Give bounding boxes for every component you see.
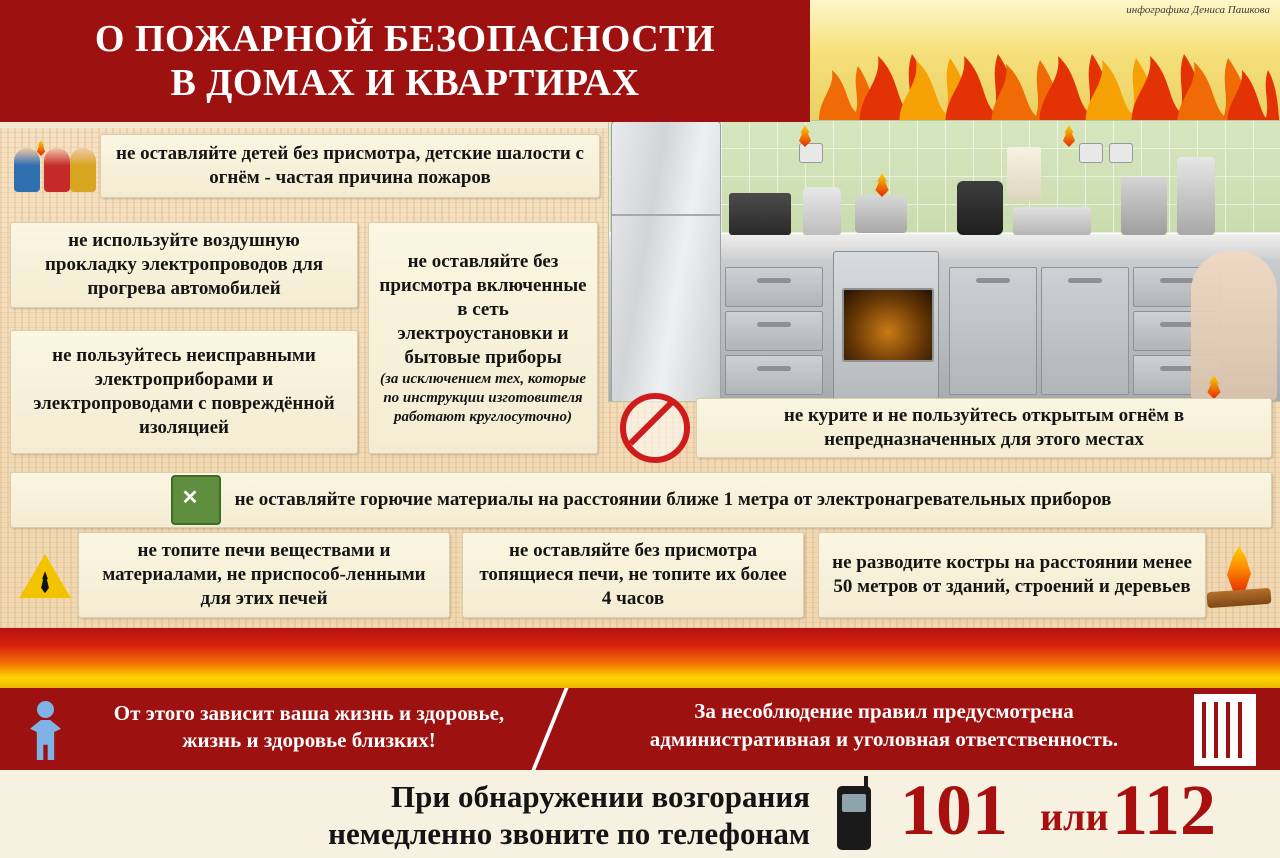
- tip-stove-fuel: не топите печи веществами и материалами, не приспособ-ленными для этих печей: [78, 532, 450, 618]
- blender: [1177, 157, 1215, 235]
- cooking-pot: [855, 195, 907, 233]
- tip-flammable-text: не оставляйте горючие материалы на расстоянии ближе 1 метра от электронагревательных приборов: [234, 489, 1112, 510]
- toaster: [1121, 177, 1167, 235]
- tip-no-smoking: не курите и не пользуйтесь открытым огнём в непредназначенных для этого местах: [696, 398, 1272, 458]
- stove: [833, 251, 939, 402]
- bottom-right-line1: За несоблюдение правил предусмотрена: [694, 699, 1074, 723]
- cabinet-door: [1041, 267, 1129, 395]
- title-line-1: О ПОЖАРНОЙ БЕЗОПАСНОСТИ: [94, 18, 716, 60]
- kitchen-sink: [1013, 207, 1091, 235]
- header-band: [0, 0, 1280, 128]
- cabinet-drawer: [725, 355, 823, 395]
- tip-appliances-main: не оставляйте без присмотра включенные в сеть электроустановки и бытовые приборы: [379, 250, 587, 368]
- footer-call-text: [70, 778, 810, 852]
- tip-children: не оставляйте детей без присмотра, детские шалости с огнём - частая причина пожаров: [100, 134, 600, 198]
- bottom-right-line2: административная и уголовная ответственность.: [649, 727, 1119, 751]
- tip-flammable-distance: [10, 472, 1272, 528]
- cabinet-drawer: [725, 267, 823, 307]
- bonfire-icon: [1202, 542, 1276, 608]
- person-with-crutch-icon: [22, 698, 72, 764]
- no-smoking-icon: [620, 396, 690, 460]
- children-playing-with-fire-icon: [10, 138, 96, 194]
- cabinet-drawer: [725, 311, 823, 351]
- emergency-number-101: 101: [900, 770, 1008, 850]
- tip-appliances-unattended: [368, 222, 598, 454]
- cabinet-door: [949, 267, 1037, 395]
- hanging-towel: [1007, 147, 1041, 201]
- tip-faulty-appliances: не пользуйтесь неисправными электроприборами и электропроводами с повреждённой изоляцией: [10, 330, 358, 454]
- tip-appliances-note: (за исключением тех, которые по инструкции изготовителя работают круглосуточно): [380, 370, 586, 425]
- tip-air-wiring: не используйте воздушную прокладку электропроводов для прогрева автомобилей: [10, 222, 358, 308]
- footer-call-line1: При обнаружении возгорания: [391, 779, 810, 814]
- tip-bonfire-distance: не разводите костры на расстоянии менее 50 метров от зданий, строений и деревьев: [818, 532, 1206, 618]
- bottom-left-text: От этого зависит ваша жизнь и здоровье, жизнь и здоровье близких!: [113, 701, 505, 752]
- prison-bars-icon: [1192, 692, 1258, 768]
- wall-socket: [799, 143, 823, 163]
- bottom-fire-band: [0, 628, 1280, 690]
- footer-call-line2: немедленно звоните по телефонам: [328, 816, 810, 851]
- multicooker: [957, 181, 1003, 235]
- wall-socket: [1109, 143, 1133, 163]
- poster-title: [0, 0, 810, 122]
- emergency-number-112: 112: [1112, 770, 1217, 850]
- title-line-2: В ДОМАХ И КВАРТИРАХ: [170, 62, 640, 104]
- refrigerator: [611, 121, 721, 402]
- microwave: [729, 193, 791, 235]
- tip-stove-unattended: не оставляйте без присмотра топящиеся печи, не топите их более 4 часов: [462, 532, 804, 618]
- fuel-canister-icon: [171, 475, 221, 525]
- electric-kettle: [803, 187, 841, 235]
- mobile-phone-icon: [834, 784, 874, 852]
- credit-text: инфографика Дениса Пашкова: [1126, 4, 1270, 16]
- wall-socket: [1079, 143, 1103, 163]
- child-with-matches: [1191, 251, 1277, 401]
- flammable-warning-icon: [14, 548, 76, 604]
- phone-conjunction: или: [1040, 794, 1109, 839]
- oven-window: [842, 288, 934, 362]
- kitchen-photo: [608, 120, 1280, 402]
